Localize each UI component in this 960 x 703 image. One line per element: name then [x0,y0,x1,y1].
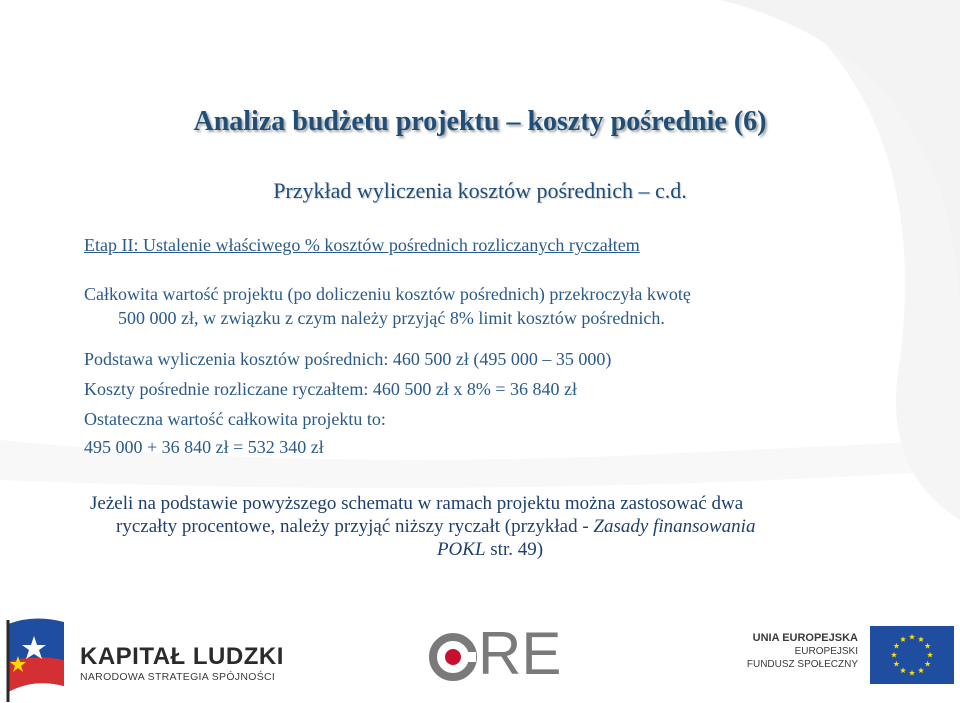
eu-text-block [740,632,858,670]
kapital-ludzki-flag-icon [4,614,76,702]
note-paragraph [90,492,890,561]
ore-logo-text: RE [478,620,562,687]
paragraph-line-2: 500 000 zł, w związku z czym należy przyjąć 8% limit kosztów pośrednich. [118,308,665,328]
note-doc-title-part2: POKL [436,539,486,560]
note-line-1: Jeżeli na podstawie powyższego schematu w ramach projektu można zastosować dwa [90,493,744,514]
calc-base-line: Podstawa wyliczenia kosztów pośrednich: 460 500 zł (495 000 – 35 000) [84,349,612,369]
kapital-ludzki-subtitle: NARODOWA STRATEGIA SPÓJNOŚCI [80,671,276,683]
calc-flat-rate-line: Koszty pośrednie rozliczane ryczałtem: 460 500 zł x 8% = 36 840 zł [84,379,577,399]
final-value-formula: 495 000 + 36 840 zł = 532 340 zł [84,437,324,457]
eu-line-3: FUNDUSZ SPOŁECZNY [746,659,858,670]
note-doc-title-part1: Zasady finansowania [593,516,756,537]
paragraph-total-value [84,282,884,330]
footer-logos [0,606,960,703]
note-line-2 [90,515,890,538]
eu-flag-icon [870,626,954,684]
note-page-ref: str. 49) [485,539,544,560]
slide-subtitle: Przykład wyliczenia kosztów pośrednich – c.d. [273,178,687,203]
slide-title: Analiza budżetu projektu – koszty pośrednie (6) [193,106,767,137]
paragraph-line-1: Całkowita wartość projektu (po doliczeniu kosztów pośrednich) przekroczyła kwotę [84,284,691,304]
eu-line-2: EUROPEJSKI [794,646,858,657]
note-line-3 [90,538,890,561]
eu-line-1: UNIA EUROPEJSKA [752,632,858,644]
final-value-label: Ostateczna wartość całkowita projektu to: [84,409,386,429]
etap-heading: Etap II: Ustalenie właściwego % kosztów pośrednich rozliczanych ryczałtem [84,235,640,255]
ore-logo-icon [428,632,478,682]
note-line-2-text: ryczałty procentowe, należy przyjąć niższy ryczałt (przykład - [116,516,594,537]
kapital-ludzki-title: KAPITAŁ LUDZKI [80,643,284,670]
